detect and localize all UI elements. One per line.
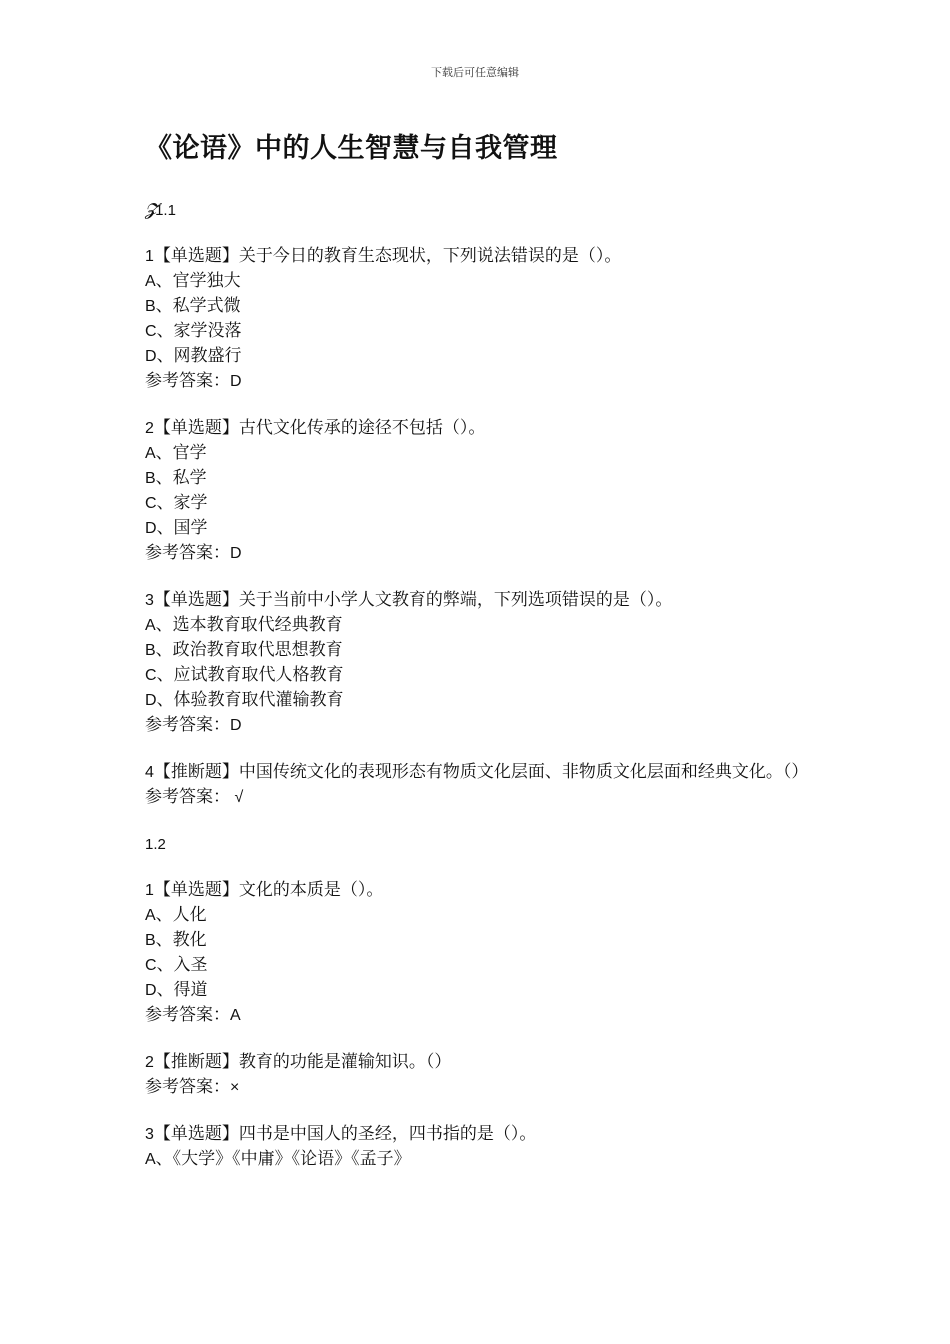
option-letter: A [145,1151,156,1168]
answer-option [145,319,815,344]
option-letter: D [145,520,157,537]
answer-value: √ [230,789,244,806]
question-stem [145,760,815,785]
option-text: 、私学式微 [155,296,241,316]
option-letter: A [145,445,156,462]
question-type: 【单选题】 [153,880,239,900]
question-text: 关于今日的教育生态现状，下列说法错误的是（）。 [238,246,622,266]
question-text: 关于当前中小学人文教育的弊端，下列选项错误的是（）。 [238,590,673,610]
section-label: 1.2 [145,836,166,853]
option-letter: C [145,323,157,340]
question-number: 1 [145,882,154,899]
reference-answer [145,1075,815,1100]
question-stem [145,1050,815,1075]
document-title: 《论语》中的人生智慧与自我管理 [145,133,558,164]
question-number: 3 [145,1126,154,1143]
reference-answer [145,541,815,566]
option-text: 、入圣 [156,955,208,975]
answer-option [145,928,815,953]
option-letter: C [145,957,157,974]
option-letter: D [145,692,157,709]
question-block [145,588,815,738]
question-stem [145,416,815,441]
question-stem [145,878,815,903]
option-letter: B [145,298,156,315]
section-heading [145,198,815,223]
reference-answer [145,713,815,738]
question-type: 【单选题】 [153,590,239,610]
reference-answer [145,1003,815,1028]
answer-option [145,1147,815,1172]
question-text: 教育的功能是灌输知识。（） [238,1052,452,1072]
answer-option [145,269,815,294]
question-text: 四书是中国人的圣经，四书指的是（）。 [238,1124,537,1144]
question-type: 【单选题】 [153,418,239,438]
option-text: 、私学 [155,468,207,488]
option-text: 、教化 [155,930,207,950]
question-block [145,416,815,566]
option-text: 、得道 [156,980,208,1000]
answer-label: 参考答案： [145,787,230,807]
question-number: 2 [145,1054,154,1071]
option-letter: A [145,907,156,924]
answer-option [145,978,815,1003]
option-text: 、家学 [156,493,208,513]
answer-option [145,903,815,928]
answer-option [145,613,815,638]
reference-answer [145,785,815,810]
answer-option [145,688,815,713]
answer-label: 参考答案： [145,371,230,391]
answer-option [145,516,815,541]
option-text: 、国学 [156,518,208,538]
answer-label: 参考答案： [145,1077,230,1097]
answer-option [145,953,815,978]
option-letter: A [145,617,156,634]
answer-value: D [230,373,242,390]
question-type: 【单选题】 [153,246,239,266]
option-letter: B [145,932,156,949]
option-text: 、应试教育取代人格教育 [156,665,344,685]
option-letter: C [145,667,157,684]
answer-option [145,294,815,319]
question-stem [145,244,815,269]
section-label: 1.1 [155,202,176,219]
question-number: 1 [145,248,154,265]
answer-option [145,638,815,663]
question-block [145,878,815,1028]
answer-option [145,663,815,688]
option-letter: D [145,982,157,999]
option-text: 、人化 [155,905,207,925]
option-text: 、官学 [155,443,207,463]
answer-option [145,441,815,466]
option-text: 、体验教育取代灌输教育 [156,690,344,710]
option-letter: C [145,495,157,512]
reference-answer [145,369,815,394]
option-letter: A [145,273,156,290]
question-stem [145,1122,815,1147]
question-number: 3 [145,592,154,609]
option-letter: B [145,470,156,487]
question-block [145,1122,815,1172]
question-type: 【推断题】 [153,1052,239,1072]
answer-option [145,466,815,491]
option-text: 、家学没落 [156,321,242,341]
question-text: 文化的本质是（）。 [238,880,384,900]
question-stem [145,588,815,613]
option-letter: D [145,348,157,365]
document-body [145,198,815,1194]
question-block [145,244,815,394]
answer-option [145,491,815,516]
question-block [145,760,815,810]
option-letter: B [145,642,156,659]
option-text: 、网教盛行 [156,346,242,366]
answer-value: D [230,545,242,562]
section-heading [145,832,815,857]
question-block [145,1050,815,1100]
question-number: 2 [145,420,154,437]
question-text: 中国传统文化的表现形态有物质文化层面、非物质文化层面和经典文化。（） [238,762,809,782]
answer-label: 参考答案： [145,1005,230,1025]
section-mark: 𝓩 [145,200,156,220]
option-text: 、《大学》《中庸》《论语》《孟子》 [155,1149,411,1169]
option-text: 、选本教育取代经典教育 [155,615,343,635]
option-text: 、政治教育取代思想教育 [155,640,343,660]
option-text: 、官学独大 [155,271,241,291]
question-type: 【推断题】 [153,762,239,782]
answer-value: A [230,1007,241,1024]
answer-label: 参考答案： [145,715,230,735]
question-number: 4 [145,764,154,781]
question-text: 古代文化传承的途径不包括（）。 [238,418,486,438]
answer-value: × [230,1079,240,1096]
answer-value: D [230,717,242,734]
page-header: 下载后可任意编辑 [431,66,519,79]
answer-label: 参考答案： [145,543,230,563]
question-type: 【单选题】 [153,1124,239,1144]
answer-option [145,344,815,369]
